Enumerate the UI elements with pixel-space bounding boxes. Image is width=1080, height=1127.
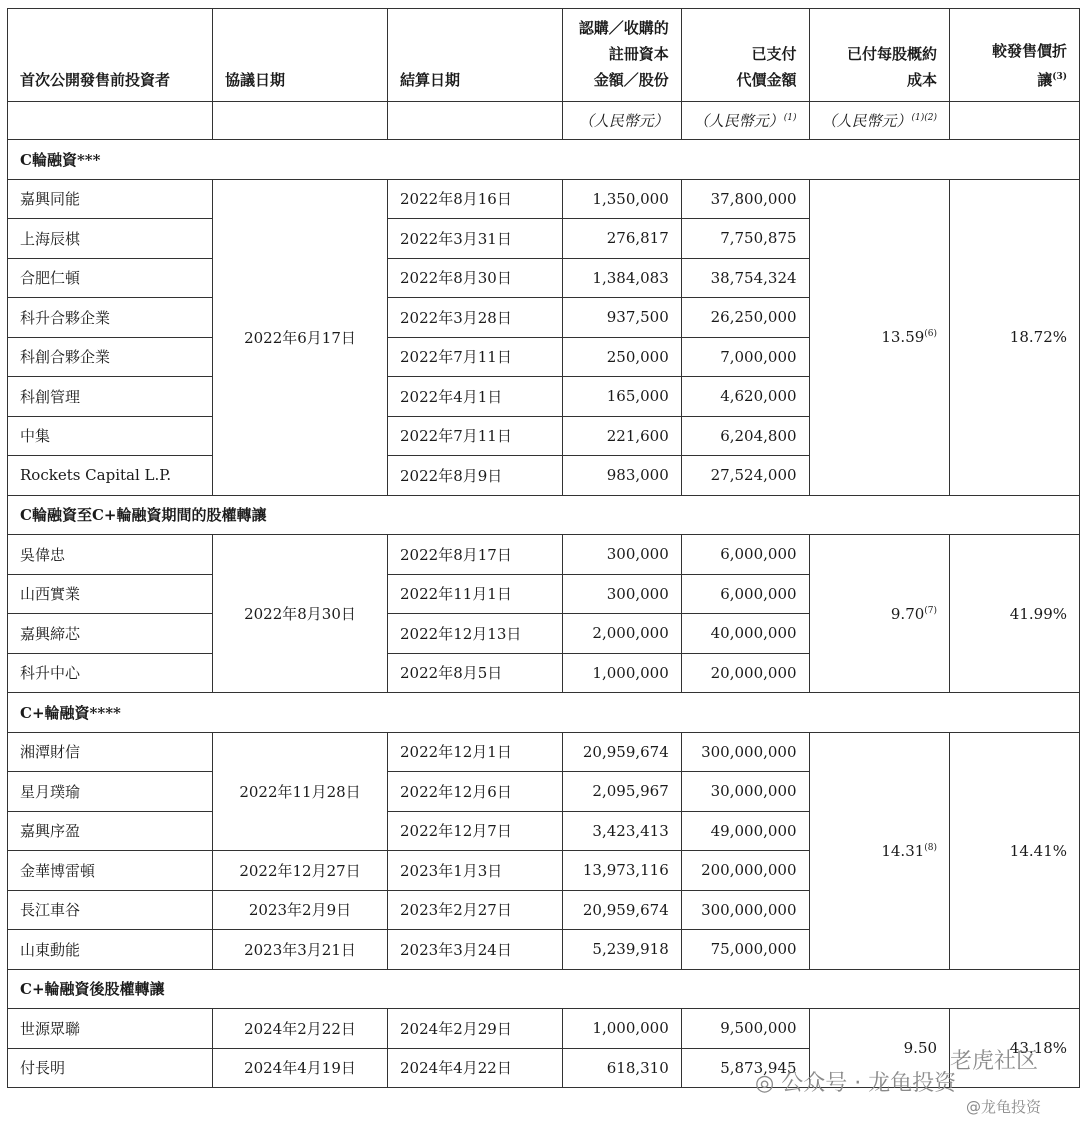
agreement-date: 2024年4月19日 — [213, 1048, 388, 1088]
header-investor: 首次公開發售前投資者 — [8, 9, 213, 102]
paid-amount: 30,000,000 — [681, 772, 809, 812]
investor-name: Rockets Capital L.P. — [8, 456, 213, 496]
agreement-date: 2022年11月28日 — [213, 732, 388, 851]
registered-capital: 5,239,918 — [563, 930, 682, 970]
agreement-date: 2024年2月22日 — [213, 1009, 388, 1049]
handle-watermark: @龙龟投资 — [966, 1098, 1042, 1116]
pre-ipo-investors-table — [7, 8, 1080, 1088]
settlement-date: 2022年12月1日 — [388, 732, 563, 772]
header-cost-per-share: 已付每股概約 成本 — [809, 9, 950, 102]
paid-amount: 300,000,000 — [681, 890, 809, 930]
discount: 14.41% — [950, 732, 1080, 969]
settlement-date: 2022年7月11日 — [388, 416, 563, 456]
registered-capital: 983,000 — [563, 456, 682, 496]
paid-amount: 7,750,875 — [681, 219, 809, 259]
unit-paid: （人民幣元）$^{(1)}$ — [681, 102, 809, 140]
agreement-date: 2022年12月27日 — [213, 851, 388, 891]
paid-amount: 38,754,324 — [681, 258, 809, 298]
section-title-row — [8, 969, 1080, 1009]
investor-name: 上海辰棋 — [8, 219, 213, 259]
paid-amount: 27,524,000 — [681, 456, 809, 496]
paid-amount: 49,000,000 — [681, 811, 809, 851]
cost-note: (8) — [924, 842, 938, 853]
agreement-date: 2022年6月17日 — [213, 179, 388, 495]
unit-empty — [950, 102, 1080, 140]
cost-per-share — [809, 179, 950, 495]
unit-empty — [213, 102, 388, 140]
section-title-row — [8, 693, 1080, 733]
investor-name: 中集 — [8, 416, 213, 456]
community-watermark: 老虎社区 — [950, 1049, 1039, 1074]
settlement-date: 2022年8月17日 — [388, 535, 563, 575]
agreement-date: 2023年3月21日 — [213, 930, 388, 970]
registered-capital: 250,000 — [563, 337, 682, 377]
agreement-date: 2022年8月30日 — [213, 535, 388, 693]
paid-amount: 6,204,800 — [681, 416, 809, 456]
section-title: C輪融資*** — [8, 140, 1080, 180]
investor-name: 星月璞瑜 — [8, 772, 213, 812]
table-row — [8, 732, 1080, 772]
registered-capital: 1,384,083 — [563, 258, 682, 298]
settlement-date: 2022年12月13日 — [388, 614, 563, 654]
registered-capital: 2,095,967 — [563, 772, 682, 812]
registered-capital: 618,310 — [563, 1048, 682, 1088]
settlement-date: 2022年7月11日 — [388, 337, 563, 377]
unit-row — [8, 102, 1080, 140]
discount: 43.18% — [950, 1009, 1080, 1088]
investor-name: 長江車谷 — [8, 890, 213, 930]
unit-empty — [388, 102, 563, 140]
investor-name: 科升合夥企業 — [8, 298, 213, 338]
paid-amount: 5,873,945 — [681, 1048, 809, 1088]
investor-name: 吳偉忠 — [8, 535, 213, 575]
cost-value: 9.70 — [890, 604, 925, 623]
unit-capital: （人民幣元） — [563, 102, 682, 140]
settlement-date: 2022年4月1日 — [388, 377, 563, 417]
discount: 18.72% — [950, 179, 1080, 495]
header-paid-amount: 已支付 代價金額 — [681, 9, 809, 102]
settlement-date: 2022年11月1日 — [388, 574, 563, 614]
table-row — [8, 535, 1080, 575]
settlement-date: 2022年12月7日 — [388, 811, 563, 851]
investor-name: 科創管理 — [8, 377, 213, 417]
cost-value: 9.50 — [903, 1039, 938, 1057]
registered-capital: 20,959,674 — [563, 732, 682, 772]
paid-amount: 20,000,000 — [681, 653, 809, 693]
paid-amount: 75,000,000 — [681, 930, 809, 970]
settlement-date: 2022年8月9日 — [388, 456, 563, 496]
investor-name: 金華博雷頓 — [8, 851, 213, 891]
header-settlement-date: 結算日期 — [388, 9, 563, 102]
registered-capital: 3,423,413 — [563, 811, 682, 851]
registered-capital: 13,973,116 — [563, 851, 682, 891]
registered-capital: 1,350,000 — [563, 179, 682, 219]
investor-name: 湘潭財信 — [8, 732, 213, 772]
wechat-icon: ◎ — [755, 1071, 775, 1096]
cost-per-share — [809, 732, 950, 969]
investor-name: 嘉興序盈 — [8, 811, 213, 851]
paid-amount: 7,000,000 — [681, 337, 809, 377]
unit-cost: （人民幣元）$^{(1)(2)}$ — [809, 102, 950, 140]
registered-capital: 1,000,000 — [563, 653, 682, 693]
paid-amount: 6,000,000 — [681, 574, 809, 614]
section-title-row — [8, 495, 1080, 535]
paid-amount: 26,250,000 — [681, 298, 809, 338]
settlement-date: 2022年8月5日 — [388, 653, 563, 693]
settlement-date: 2022年12月6日 — [388, 772, 563, 812]
cost-note: (7) — [924, 605, 938, 616]
table-row — [8, 179, 1080, 219]
registered-capital: 165,000 — [563, 377, 682, 417]
discount: 41.99% — [950, 535, 1080, 693]
section-title: C+輪融資後股權轉讓 — [8, 969, 1080, 1009]
registered-capital: 276,817 — [563, 219, 682, 259]
paid-amount: 9,500,000 — [681, 1009, 809, 1049]
paid-amount: 300,000,000 — [681, 732, 809, 772]
settlement-date: 2022年8月30日 — [388, 258, 563, 298]
investor-name: 嘉興同能 — [8, 179, 213, 219]
settlement-date: 2022年3月31日 — [388, 219, 563, 259]
header-row — [8, 9, 1080, 102]
section-title: C+輪融資**** — [8, 693, 1080, 733]
paid-amount: 200,000,000 — [681, 851, 809, 891]
paid-amount: 37,800,000 — [681, 179, 809, 219]
header-discount: 較發售價折 讓$^{(3)}$ — [950, 9, 1080, 102]
investor-name: 合肥仁頓 — [8, 258, 213, 298]
paid-amount: 40,000,000 — [681, 614, 809, 654]
investor-name: 科升中心 — [8, 653, 213, 693]
settlement-date: 2023年1月3日 — [388, 851, 563, 891]
settlement-date: 2023年3月24日 — [388, 930, 563, 970]
unit-empty — [8, 102, 213, 140]
investor-name: 科創合夥企業 — [8, 337, 213, 377]
agreement-date: 2023年2月9日 — [213, 890, 388, 930]
settlement-date: 2023年2月27日 — [388, 890, 563, 930]
investor-name: 付長明 — [8, 1048, 213, 1088]
settlement-date: 2022年8月16日 — [388, 179, 563, 219]
paid-amount: 6,000,000 — [681, 535, 809, 575]
settlement-date: 2022年3月28日 — [388, 298, 563, 338]
registered-capital: 1,000,000 — [563, 1009, 682, 1049]
settlement-date: 2024年2月29日 — [388, 1009, 563, 1049]
cost-per-share — [809, 535, 950, 693]
investor-name: 山東動能 — [8, 930, 213, 970]
registered-capital: 300,000 — [563, 535, 682, 575]
cost-value: 14.31 — [881, 841, 925, 860]
settlement-date: 2024年4月22日 — [388, 1048, 563, 1088]
paid-amount: 4,620,000 — [681, 377, 809, 417]
table-row — [8, 1009, 1080, 1049]
registered-capital: 2,000,000 — [563, 614, 682, 654]
investor-name: 嘉興締芯 — [8, 614, 213, 654]
header-agreement-date: 協議日期 — [213, 9, 388, 102]
wechat-watermark: ◎ 公众号 · 龙龟投资 — [755, 1071, 957, 1096]
investor-name: 世源眾聯 — [8, 1009, 213, 1049]
cost-value: 13.59 — [881, 328, 925, 346]
registered-capital: 221,600 — [563, 416, 682, 456]
registered-capital: 20,959,674 — [563, 890, 682, 930]
section-title-row — [8, 140, 1080, 180]
cost-note: (6) — [924, 329, 938, 339]
registered-capital: 300,000 — [563, 574, 682, 614]
investor-name: 山西實業 — [8, 574, 213, 614]
header-registered-capital: 認購／收購的 註冊資本 金額／股份 — [563, 9, 682, 102]
section-title: C輪融資至C+輪融資期間的股權轉讓 — [8, 495, 1080, 535]
registered-capital: 937,500 — [563, 298, 682, 338]
